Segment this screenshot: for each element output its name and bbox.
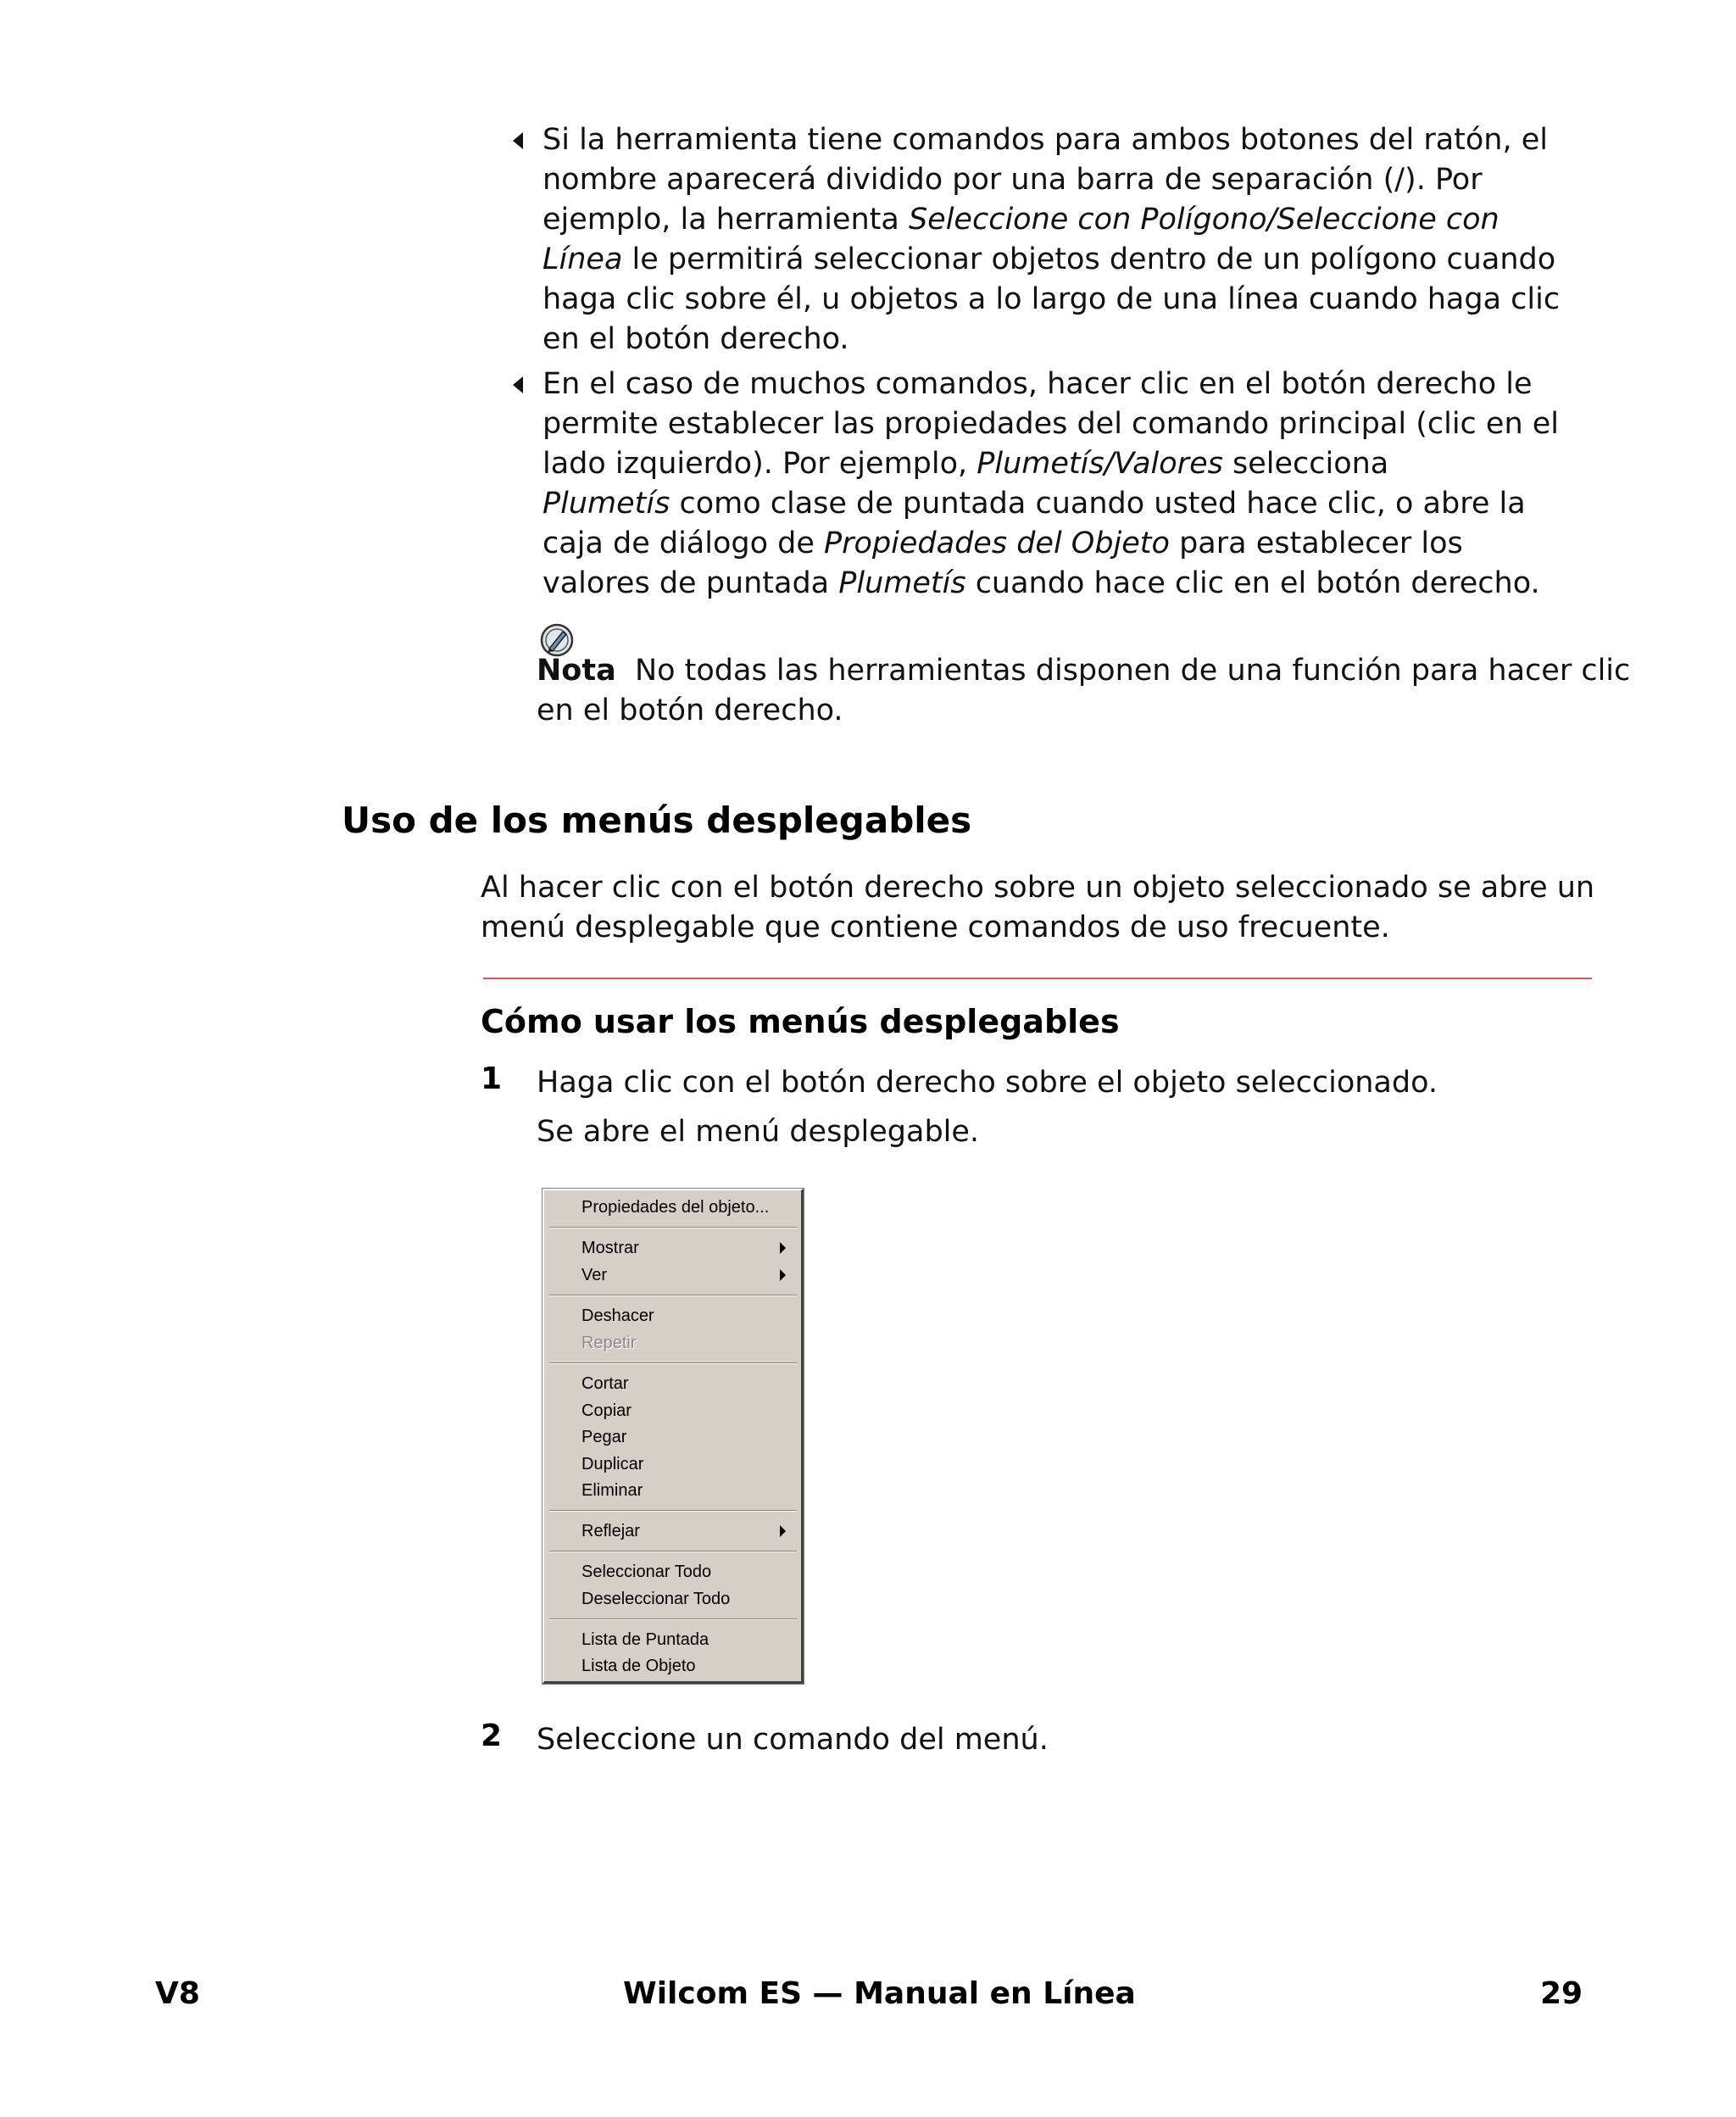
submenu-arrow-icon (780, 1269, 786, 1281)
submenu-arrow-icon (780, 1525, 786, 1537)
bullet-arrow-icon (513, 132, 523, 149)
section-intro-line1: Al hacer clic con el botón derecho sobre un objeto seleccionado se abre un (481, 871, 1595, 905)
menu-item-ver[interactable]: Ver (581, 1266, 608, 1284)
bullet-line: permite establecer las propiedades del comando principal (clic en el (542, 407, 1560, 441)
note-text-line1: No todas las herramientas disponen de una función para hacer clic (634, 654, 1631, 688)
submenu-arrow-icon (780, 1242, 786, 1254)
menu-separator (549, 1227, 797, 1228)
menu-separator (549, 1362, 797, 1364)
step-number: 1 (481, 1061, 503, 1096)
bullet-line: Línea le permitirá seleccionar objetos dentro de un polígono cuando (542, 242, 1556, 276)
step-text: Seleccione un comando del menú. (537, 1723, 1049, 1757)
bullet-line: haga clic sobre él, u objetos a lo largo de una línea cuando haga clic (542, 282, 1561, 316)
italic-term: Línea (542, 242, 623, 276)
menu-item-lista-de-puntada[interactable]: Lista de Puntada (581, 1630, 709, 1649)
footer-version: V8 (155, 1976, 200, 2011)
bullet-line: valores de puntada Plumetís cuando hace clic en el botón derecho. (542, 566, 1540, 600)
footer-title: Wilcom ES — Manual en Línea (623, 1976, 1136, 2011)
menu-item-duplicar[interactable]: Duplicar (581, 1455, 644, 1474)
bullet-arrow-icon (513, 376, 523, 393)
menu-separator (549, 1510, 797, 1512)
italic-term: Plumetís (838, 566, 966, 600)
menu-item-reflejar[interactable]: Reflejar (581, 1522, 640, 1540)
bullet-line: ejemplo, la herramienta Seleccione con Polígono/Seleccione con (542, 203, 1500, 237)
bullet-lines (542, 365, 1602, 604)
menu-item-repetir: Repetir (581, 1334, 637, 1352)
bullet-line: lado izquierdo). Por ejemplo, Plumetís/Valores selecciona (542, 447, 1389, 481)
step-text: Haga clic con el botón derecho sobre el objeto seleccionado. (537, 1066, 1438, 1100)
menu-separator (549, 1618, 797, 1620)
section-heading: Uso de los menús desplegables (342, 799, 972, 841)
menu-item-cortar[interactable]: Cortar (581, 1374, 629, 1393)
italic-term: Seleccione con Polígono/Seleccione con (908, 203, 1500, 237)
bullet-line: nombre aparecerá dividido por una barra de separación (/). Por (542, 163, 1483, 197)
menu-item-deseleccionar-todo[interactable]: Deseleccionar Todo (581, 1590, 731, 1608)
menu-item-copiar[interactable]: Copiar (581, 1401, 632, 1420)
bullet-line: Si la herramienta tiene comandos para ambos botones del ratón, el (542, 123, 1548, 157)
bullet-item (542, 365, 1602, 604)
step-result: Se abre el menú desplegable. (537, 1115, 980, 1149)
footer-page-number: 29 (1540, 1976, 1583, 2011)
menu-item-seleccionar-todo[interactable]: Seleccionar Todo (581, 1563, 712, 1581)
note (537, 651, 1631, 731)
bullet-line: En el caso de muchos comandos, hacer clic en el botón derecho le (542, 367, 1533, 401)
menu-separator (549, 1551, 797, 1552)
italic-term: Plumetís/Valores (976, 447, 1223, 481)
italic-term: Plumetís (542, 487, 670, 521)
bullet-item (542, 120, 1602, 359)
menu-item-deshacer[interactable]: Deshacer (581, 1306, 654, 1325)
menu-item-propiedades[interactable]: Propiedades del objeto... (581, 1198, 770, 1217)
section-intro-line2: menú desplegable que contiene comandos de uso frecuente. (481, 911, 1390, 944)
menu-item-lista-de-objeto[interactable]: Lista de Objeto (581, 1657, 696, 1675)
note-label: Nota (537, 654, 616, 688)
italic-term: Propiedades del Objeto (824, 526, 1170, 560)
bullet-line: caja de diálogo de Propiedades del Objeto para establecer los (542, 526, 1463, 560)
section-intro (481, 868, 1608, 948)
bullet-line: en el botón derecho. (542, 322, 849, 356)
context-menu (542, 1189, 804, 1684)
note-text-line2: en el botón derecho. (537, 694, 843, 727)
section-divider (483, 978, 1592, 979)
menu-item-eliminar[interactable]: Eliminar (581, 1481, 643, 1500)
bullet-line: Plumetís como clase de puntada cuando usted hace clic, o abre la (542, 487, 1526, 521)
procedure-heading: Cómo usar los menús desplegables (481, 1003, 1120, 1040)
menu-item-pegar[interactable]: Pegar (581, 1428, 627, 1446)
menu-item-mostrar[interactable]: Mostrar (581, 1239, 639, 1257)
bullet-lines (542, 120, 1602, 359)
menu-separator (549, 1295, 797, 1296)
step-number: 2 (481, 1719, 503, 1753)
